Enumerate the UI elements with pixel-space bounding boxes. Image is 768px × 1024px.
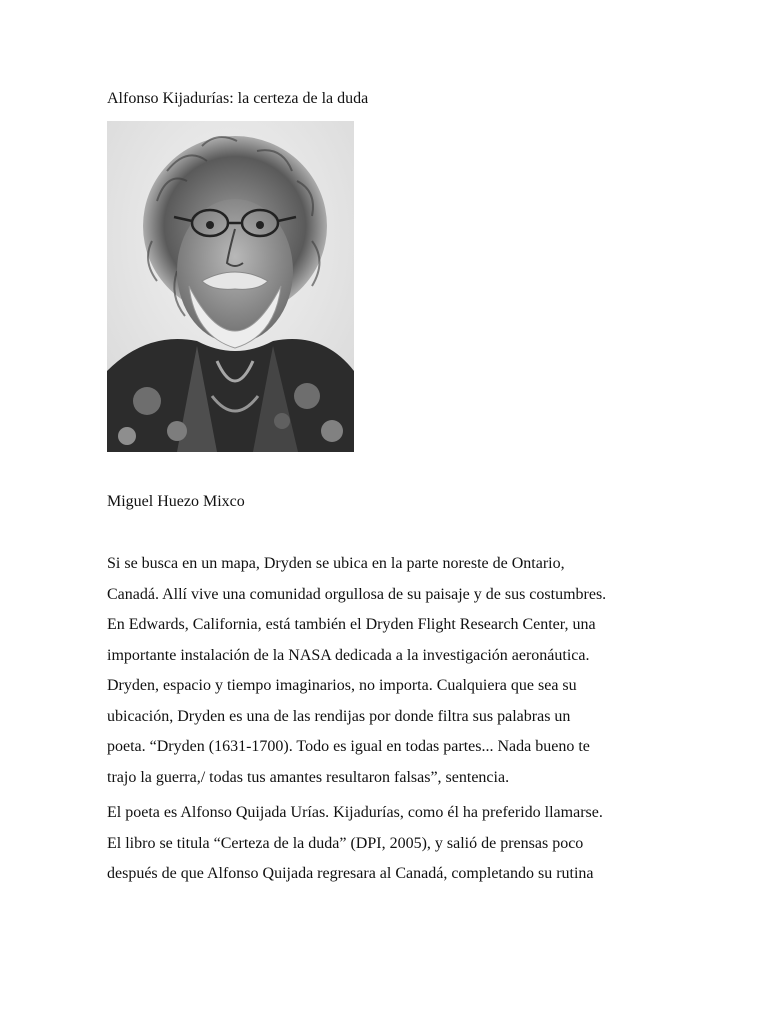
paragraph-line: importante instalación de la NASA dedicada a la investigación aeronáutica. xyxy=(107,646,590,664)
portrait-photo-icon xyxy=(107,121,354,452)
paragraph-line: El poeta es Alfonso Quijada Urías. Kijadurías, como él ha preferido llamarse. xyxy=(107,804,603,821)
author-portrait-photo xyxy=(107,121,354,452)
paragraph-line: poeta. “Dryden (1631-1700). Todo es igual en todas partes... Nada bueno te xyxy=(107,738,590,755)
body-paragraph-1 xyxy=(107,549,667,793)
article-title: Alfonso Kijadurías: la certeza de la duda xyxy=(107,90,369,107)
body-paragraph-2 xyxy=(107,798,667,890)
paragraph-line: Dryden, espacio y tiempo imaginarios, no importa. Cualquiera que sea su xyxy=(107,677,577,694)
paragraph-line: El libro se titula “Certeza de la duda” (DPI, 2005), y salió de prensas poco xyxy=(107,834,584,852)
paragraph-line: Si se busca en un mapa, Dryden se ubica en la parte noreste de Ontario, xyxy=(107,555,565,572)
paragraph-line: después de que Alfonso Quijada regresara al Canadá, completando su rutina xyxy=(107,865,594,882)
paragraph-line: Canadá. Allí vive una comunidad orgullosa de su paisaje y de sus costumbres. xyxy=(107,585,607,603)
paragraph-line: En Edwards, California, está también el Dryden Flight Research Center, una xyxy=(107,616,596,633)
paragraph-line: trajo la guerra,/ todas tus amantes resultaron falsas”, sentencia. xyxy=(107,768,510,786)
paragraph-line: ubicación, Dryden es una de las rendijas por donde filtra sus palabras un xyxy=(107,707,571,725)
author-byline: Miguel Huezo Mixco xyxy=(107,493,245,510)
